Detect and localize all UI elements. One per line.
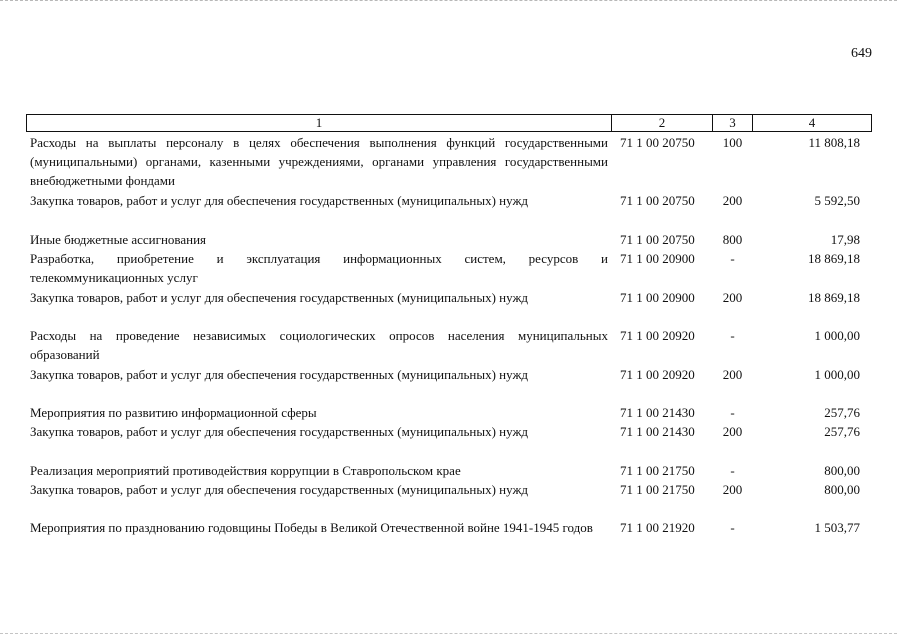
row-type: 200 [722,193,743,208]
row-amount: 18 869,18 [808,251,860,266]
row-code: 71 1 00 20920 [620,367,695,382]
row-amount: 1 503,77 [814,520,860,535]
row-description: Разработка, приобретение и эксплуатация информационных систем, ресурсов и телекоммуникационных услуг [30,251,608,285]
row-code: 71 1 00 21430 [620,405,695,420]
row-code: 71 1 00 20920 [620,328,695,343]
row-type: - [730,520,735,535]
row-type: - [730,463,735,478]
row-amount: 18 869,18 [808,290,860,305]
row-code: 71 1 00 20900 [620,290,695,305]
row-type: - [730,328,735,343]
row-description: Закупка товаров, работ и услуг для обеспечения государственных (муниципальных) нужд [30,482,529,497]
row-type: 200 [722,424,743,439]
row-code: 71 1 00 20750 [620,135,695,150]
page-number: 649 [851,46,872,61]
row-code: 71 1 00 21430 [620,424,695,439]
row-amount: 1 000,00 [814,328,860,343]
row-description: Закупка товаров, работ и услуг для обеспечения государственных (муниципальных) нужд [30,367,529,382]
row-description: Расходы на проведение независимых социологических опросов населения муниципальных образований [30,328,608,362]
header-col-1: 1 [26,114,612,132]
row-code: 71 1 00 21750 [620,482,695,497]
row-description: Мероприятия по развитию информационной сферы [30,405,317,420]
row-amount: 800,00 [824,482,860,497]
row-type: 200 [722,482,743,497]
scan-edge-bottom [0,633,897,637]
scan-edge-top [0,0,897,3]
header-col-2: 2 [611,114,713,132]
row-code: 71 1 00 20750 [620,232,695,247]
row-amount: 257,76 [824,405,860,420]
row-amount: 257,76 [824,424,860,439]
row-code: 71 1 00 21920 [620,520,695,535]
header-col-4: 4 [752,114,872,132]
header-col-3: 3 [712,114,753,132]
row-description: Закупка товаров, работ и услуг для обеспечения государственных (муниципальных) нужд [30,424,529,439]
row-type: 200 [722,290,743,305]
row-amount: 800,00 [824,463,860,478]
row-type: - [730,405,735,420]
row-amount: 5 592,50 [814,193,860,208]
row-type: - [730,251,735,266]
row-amount: 11 808,18 [808,135,860,150]
row-description: Реализация мероприятий противодействия коррупции в Ставропольском крае [30,463,461,478]
row-description: Мероприятия по празднованию годовщины Победы в Великой Отечественной войне 1941-1945 годов [30,520,593,535]
row-type: 200 [722,367,743,382]
row-description: Закупка товаров, работ и услуг для обеспечения государственных (муниципальных) нужд [30,193,529,208]
row-amount: 1 000,00 [814,367,860,382]
table-row [0,518,897,578]
row-description: Иные бюджетные ассигнования [30,232,207,247]
row-code: 71 1 00 20900 [620,251,695,266]
row-type: 800 [722,232,743,247]
row-amount: 17,98 [830,232,860,247]
row-code: 71 1 00 21750 [620,463,695,478]
table-row [0,133,897,193]
row-code: 71 1 00 20750 [620,193,695,208]
row-description: Закупка товаров, работ и услуг для обеспечения государственных (муниципальных) нужд [30,290,529,305]
row-description: Расходы на выплаты персоналу в целях обеспечения выполнения функций государственными (муниципальными) органами, казенными учреждениями, органами управления государственными внебюджетными фондами [30,135,608,188]
row-type: 100 [722,135,743,150]
